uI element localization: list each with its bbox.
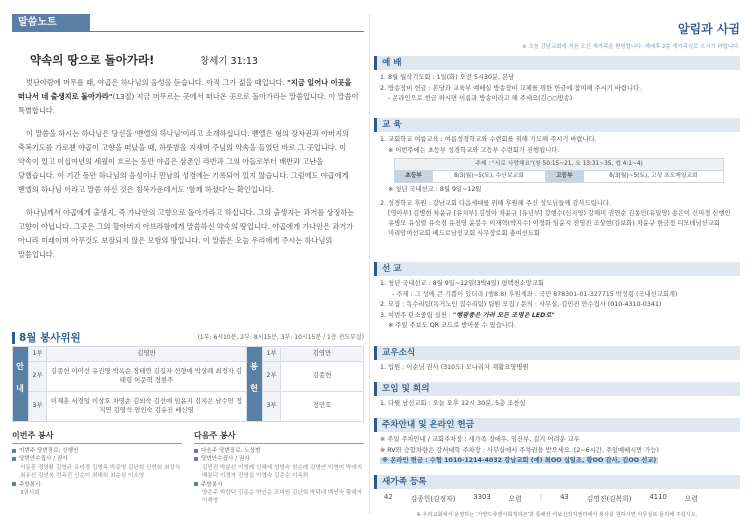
this-week-service [12, 430, 182, 497]
announcement-line: ※ 이번주에는 초등부 성경학교와 고등부 수련회가 진행됩니다. [388, 146, 560, 154]
sermon-reference: 창세기 31:13 [200, 56, 258, 67]
list-item [12, 447, 182, 455]
sermon-paragraph-1 [18, 76, 362, 119]
section-new-family [374, 475, 740, 503]
list-item-text: 당번안수집사 / 권사 [201, 456, 250, 463]
next-week-service [194, 430, 364, 506]
tag-usher [13, 347, 29, 422]
section-parking-offering [374, 418, 740, 467]
section-heading: 선 교 [374, 262, 740, 276]
section-mission [374, 262, 740, 332]
section-heading: 모임 및 회의 [374, 382, 740, 396]
row-label: 3부 [263, 391, 281, 421]
member-name: 김종헌(김정자) [410, 495, 456, 503]
row-value: 김영만 [281, 347, 364, 362]
list-item-text: 주방봉사 [19, 481, 41, 488]
announcement-line: ※ 청년 국내선교 : 8월 9일~12일 [388, 186, 482, 194]
member-area: 오렴 [684, 495, 698, 503]
row-value: 김종헌 [281, 361, 364, 391]
section-member-news [374, 346, 740, 374]
sermon-title: 약속의 땅으로 돌아가라! [30, 53, 155, 67]
announcement-line: 1. 입원 : 이순님 권사 (310도) 모나리자 재활요양병원 [380, 364, 529, 371]
announcement-line: 1. 다윗 남선교회 : 오늘 오후 12시 30분, 5층 조찬실 [380, 400, 526, 407]
header-rule [90, 31, 364, 32]
announcement-line: 1. 청년 국내선교 : 8월 9일~12일(3박4일) 평택천소망교회 [380, 280, 544, 287]
paragraph-text: 벗단아람에 머무를 때, 야곱은 하나님의 음성을 듣습니다. 아직 그가 젊을 때입니다. [26, 78, 288, 87]
announcement-line: ※ 주일 주보도 QR 코드로 받아볼 수 있습니다. [388, 322, 516, 330]
row-label: 3부 [29, 391, 47, 421]
list-item [194, 481, 364, 489]
sermon-body [18, 76, 362, 270]
announcement-line: 2. 방송장비 헌금 : 본당과 교육부 예배실 방송장비 교체를 위한 헌금에 참여해 주시기 바랍니다. [380, 84, 642, 92]
sermon-paragraph-3: 하나님께서 야곱에게 출생지, 즉 가나안의 고향으로 돌아가라고 하십니다. 그의 출생지는 과거를 상징하는 고향이 아닙니다. 그곳은 그의 할아버지 아브라함에게 말씀하신 약속의 땅입니다. 야곱에게 가나안은 과거가 아니라 미래이며 아무것도 보장되지 않은 모험의 땅입니다. 이 말씀은 오늘 우리에게 주시는 하나님의 말씀입니다. [18, 207, 355, 260]
table-cell: 초등부 [395, 171, 433, 183]
section-heading: 예 배 [374, 56, 740, 70]
bullet-icon [194, 449, 198, 453]
section-meetings [374, 382, 740, 410]
announcements-title: 알림과 사귐 [677, 22, 740, 36]
member-number: 43 [560, 493, 569, 501]
member-area: 오렴 [508, 495, 522, 503]
new-family-list [374, 489, 740, 503]
list-item-text: 이번주 당번장로: 신행인 [19, 448, 79, 454]
sponsor-list: [영아부] 김병현 차윤규 [유치부] 김성아 차윤규 [유년부] 강행수(신지영) 강해미 권연순 김동민(유일영) 송은이 신미경 신행인 유병모 유성렬 유숙경 유진영 윤봉수 이재혁(박지수) 이정화 임윤지 전영진 조상현(김보화) 차윤규 한금정 디모데남선교회 미리암여선교회 베드로남선교회 사무장로회 충여선도회 [388, 210, 731, 238]
list-item-text: 다음주 당번장로: 노상범 [201, 448, 261, 454]
footer-note: ※ 우리교회에서 운영하는 '가양드류앤사회적리굔'과 통해선 여보신적지센터에서 봉사를 원하시면 사무실로 문의해 주십시오. [416, 512, 698, 518]
list-item: 3권사회 [20, 490, 40, 497]
tag-offering [247, 347, 263, 422]
announcement-line: - 온라인으로 헌금 하시면 이름과 방송이라고 해 주세요(김○○방송) [388, 95, 573, 103]
row-label: 2부 [263, 361, 281, 391]
tag-offering-label: 봉헌 [249, 361, 259, 406]
section-education [374, 118, 740, 239]
member-code: 4110 [649, 493, 667, 501]
service-committee-table [12, 346, 364, 422]
section-tab-sermon: 말씀노트 [12, 14, 90, 32]
bullet-icon [12, 457, 16, 461]
section-heading: 주차안내 및 온라인 헌금 [374, 418, 740, 432]
list-item [194, 455, 364, 463]
row-value: 이재훈 서경일 이상호 차명순 김외숙 김선애 임윤지 김지은 남수민 정지연 김영석 엄인숙 김유진 배신영 [47, 391, 247, 421]
section-worship [374, 56, 740, 105]
announcement-line: 2. 성경학교 후원 : 강남교회 다음세대를 위해 후원해 주신 성도님들께 감사드립니다. [380, 199, 611, 207]
paragraph-text: (13절) 지금 머무르는 곳에서 떠나온 곳으로 돌아가라는 말씀입니다. 이 말씀이 특별합니다. [18, 92, 359, 116]
announcement-line: 1. 교회학교 여름교육 : 여름성경학교와 수련회를 위해 기도해 주시기 바랍니다. [380, 136, 597, 143]
this-week-title: 이번주 봉사 [12, 430, 182, 444]
list-item: 김민진 박분선 이정례 신혜애 성명숙 원순례 김명연 이영미 박애지 배봉덕 이경자 전영실 이영숙 김준순 이옥희 [202, 464, 363, 480]
table-cell: 8/3(월)~5(토), 고성 초도제일교회 [583, 171, 723, 183]
announcement-line: 1. 8월 월삭기도회 : 1일(화) 오전 5시30분, 본당 [380, 74, 515, 81]
section-heading: 교우소식 [374, 346, 740, 360]
member-name: 김명진(김복희) [586, 495, 632, 503]
announcement-line [380, 311, 734, 322]
list-item-text: 주방봉사 [201, 481, 223, 488]
list-item: 양은주 박량덕 김종순 변인순 조미원 김난희 박덕내 백인숙 황혜자 이해영 [202, 490, 363, 505]
bullet-icon [194, 482, 198, 486]
tag-usher-label: 안내 [15, 361, 25, 406]
list-item-text: 당번안수집사 / 권사 [19, 456, 68, 463]
bullet-icon [12, 482, 16, 486]
announcement-line: - 주제 : 그 성에 큰 기쁨이 있더라 (행8:8) 후원계좌 : 국민 878301-01-327715 박성령 (국내선교회계) [392, 290, 678, 298]
row-value: 김영만 [47, 347, 247, 362]
section-heading: 교 육 [374, 118, 740, 132]
service-committee-note: (1부: 6시10분, 2부: 8시15분, 3부: 10시15분 / 1층 전도부실) [197, 334, 364, 341]
next-week-title: 다음주 봉사 [194, 430, 364, 444]
announcement-line: 2. 모집 : 독수리팀(독거노인 집수리팀) 팀원 모집 / 문의 : 사무실, 김민진 안수집사 (010-4310-0341) [380, 301, 662, 309]
bullet-icon [194, 457, 198, 461]
bullet-icon [12, 449, 16, 453]
announcement-line: ※ RV와 승합차량은 강서대학 주차장 : 사무실에서 주차권을 받으세요. (2~6시간, 주일예배시만 가능) [380, 446, 659, 454]
list-item: 서동훈 정영환 김영규 유미경 김명옥 박종명 김난희 신현희 최상식 최유선 김연욱 전옥진 신순이 최대희 최순심 이소영 [20, 464, 181, 480]
list-item [12, 455, 182, 463]
row-label: 1부 [29, 347, 47, 362]
table-caption: 주제 : "서로 사랑해요"(창 50:15~21, 요 13:31~35, 엡 4:1~4) [395, 159, 724, 171]
member-code: 3303 [473, 493, 491, 501]
row-label: 2부 [29, 361, 47, 391]
service-committee-title: 8월 봉사위원 [12, 330, 81, 345]
welcome-note: ※ 오늘 강남교회에 처음 오신 새가족을 환영합니다. 예배후 2층 새가족실로 오시기 바랍니다. [522, 44, 740, 50]
sermon-paragraph-2: 이 말씀을 하시는 하나님은 당신을 '벧엘의 하나님'이라고 소개하십니다. 벧엘은 형의 장자권과 아버지의 축복기도를 가로챈 야곱이 고향을 떠났을 때, 하룻밤을 지새며 주님의 약속을 들었던 바로 그 곳입니다. 이 약속이 있고 이십여년의 세월이 흐르는 동안 야곱은 삼촌인 라반과 그의 아들로부터 배반과 고난을 당했습니다. 이 기간 동안 하나님의 음성이나 만남의 성경에는 기록되어 있지 않습니다. 그럼에도 야곱에게 벧엘의 하나님 이라고 말씀 하신 것은 침묵가운데서도 '함께 하셨다'는 확인입니다. [18, 128, 349, 195]
section-heading: 새가족 등록 [374, 475, 740, 489]
sermon-note-column [12, 0, 364, 530]
paragraph-quote: "지금 일어나 이곳을 떠나서 네 출생지로 돌아가라" [18, 78, 352, 102]
member-number: 42 [384, 493, 393, 501]
column-divider [369, 14, 370, 514]
row-value: 김종헌 이미선 유진영 박옥순 장태연 김길자 신형애 박상례 최경자 김태령 이문혁 정현주 [47, 361, 247, 391]
table-cell: 고등부 [545, 171, 583, 183]
list-item [12, 481, 182, 489]
announcements-column [374, 0, 740, 530]
account-highlight: ※ 온라인 헌금 : 수협 1010-1214-4032 강남교회 (예) 최OO 십일조, 황OO 감사, 김OO 선교) [382, 457, 657, 465]
row-label: 1부 [263, 347, 281, 362]
carbon-tip: "행광종은 가려 모든 조명은 LED로" [452, 311, 555, 319]
separator: | [539, 493, 543, 501]
announcement-line: ※ 주일 주차안내 / 교회주차장 : 새가족 장애우, 임산부, 걸기 어려운 교우 [380, 436, 580, 443]
online-offering-account [380, 456, 734, 467]
education-schedule-table [394, 158, 724, 183]
row-value: 정민호 [281, 391, 364, 421]
list-item [194, 447, 364, 455]
table-cell: 8/3(월)~5(토), 수안보교회 [433, 171, 546, 183]
announcement-text: 3. 이번주 탄소중립 실천 : [380, 311, 453, 319]
